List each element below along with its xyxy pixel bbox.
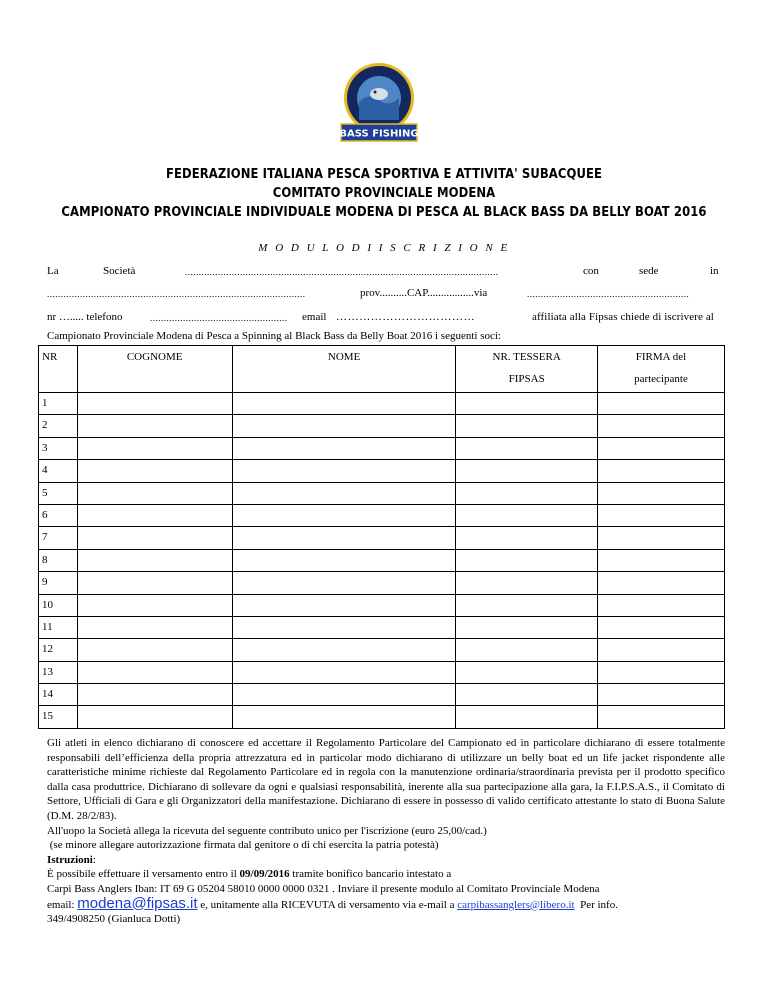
nome-cell[interactable] bbox=[232, 594, 456, 616]
table-row bbox=[39, 616, 725, 638]
firma-cell[interactable] bbox=[597, 437, 724, 459]
row-number-cell: 10 bbox=[39, 594, 78, 616]
nome-cell[interactable] bbox=[232, 706, 456, 728]
table-row bbox=[39, 482, 725, 504]
nome-cell[interactable] bbox=[232, 616, 456, 638]
row-number-cell: 8 bbox=[39, 549, 78, 571]
firma-cell[interactable] bbox=[597, 527, 724, 549]
tessera-cell[interactable] bbox=[456, 594, 597, 616]
con-label: con bbox=[583, 265, 599, 277]
nome-cell[interactable] bbox=[232, 639, 456, 661]
tessera-cell[interactable] bbox=[456, 482, 597, 504]
cognome-cell[interactable] bbox=[77, 393, 232, 415]
iban-line: Carpi Bass Anglers Iban: IT 69 G 05204 58010 0000 0000 0321 . Inviare il presente modulo al Comitato Provinciale Modena bbox=[47, 882, 600, 895]
row-number-cell: 2 bbox=[39, 415, 78, 437]
heading-federation: FEDERAZIONE ITALIANA PESCA SPORTIVA E ATTIVITA' SUBACQUEE bbox=[166, 166, 602, 182]
tessera-cell[interactable] bbox=[456, 706, 597, 728]
nome-cell[interactable] bbox=[232, 549, 456, 571]
contributo-line: All'uopo la Società allega la ricevuta del seguente contributo unico per l'iscrizione (euro 25,00/cad.) bbox=[47, 824, 487, 837]
tessera-cell[interactable] bbox=[456, 527, 597, 549]
nome-cell[interactable] bbox=[232, 460, 456, 482]
row-number-cell: 6 bbox=[39, 504, 78, 526]
cognome-cell[interactable] bbox=[77, 639, 232, 661]
tessera-cell[interactable] bbox=[456, 437, 597, 459]
table-row bbox=[39, 437, 725, 459]
header-nome: NOME bbox=[232, 346, 456, 393]
campionato-text: Campionato Provinciale Modena di Pesca a Spinning al Black Bass da Belly Boat 2016 i seguenti soci: bbox=[47, 330, 501, 342]
cognome-cell[interactable] bbox=[77, 549, 232, 571]
row-number-cell: 3 bbox=[39, 437, 78, 459]
firma-cell[interactable] bbox=[597, 594, 724, 616]
firma-cell[interactable] bbox=[597, 639, 724, 661]
table-row bbox=[39, 527, 725, 549]
nome-cell[interactable] bbox=[232, 661, 456, 683]
firma-cell[interactable] bbox=[597, 393, 724, 415]
societa-label: Società bbox=[103, 265, 136, 277]
header-tessera: NR. TESSERA FIPSAS bbox=[456, 346, 597, 393]
affiliata-text: affiliata alla Fipsas chiede di iscrivere al bbox=[532, 311, 714, 323]
tessera-cell[interactable] bbox=[456, 415, 597, 437]
nome-cell[interactable] bbox=[232, 393, 456, 415]
cognome-cell[interactable] bbox=[77, 572, 232, 594]
firma-cell[interactable] bbox=[597, 549, 724, 571]
row-number-cell: 11 bbox=[39, 616, 78, 638]
via-field[interactable]: ........................................................... bbox=[527, 289, 690, 299]
nome-cell[interactable] bbox=[232, 504, 456, 526]
header-cognome: COGNOME bbox=[77, 346, 232, 393]
telefono-field[interactable]: .................................................. bbox=[150, 313, 288, 323]
row-number-cell: 13 bbox=[39, 661, 78, 683]
firma-cell[interactable] bbox=[597, 706, 724, 728]
tessera-cell[interactable] bbox=[456, 639, 597, 661]
firma-cell[interactable] bbox=[597, 684, 724, 706]
firma-cell[interactable] bbox=[597, 661, 724, 683]
tessera-cell[interactable] bbox=[456, 504, 597, 526]
table-row bbox=[39, 549, 725, 571]
firma-cell[interactable] bbox=[597, 460, 724, 482]
email-line: email: modena@fipsas.it e, unitamente alla RICEVUTA di versamento via e-mail a carpibassanglers@libero.it Per info. bbox=[47, 894, 618, 912]
firma-cell[interactable] bbox=[597, 616, 724, 638]
table-row bbox=[39, 460, 725, 482]
email-carpi-link[interactable]: carpibassanglers@libero.it bbox=[457, 898, 575, 911]
heading-championship: CAMPIONATO PROVINCIALE INDIVIDUALE MODENA DI PESCA AL BLACK BASS DA BELLY BOAT 2016 bbox=[61, 204, 707, 220]
table-row bbox=[39, 415, 725, 437]
email-modena-link[interactable]: modena@fipsas.it bbox=[77, 894, 198, 912]
istruzioni-line: Istruzioni: bbox=[47, 853, 96, 866]
header-firma: FIRMA del partecipante bbox=[597, 346, 724, 393]
prov-cap-via-label: prov..........CAP.................via bbox=[360, 287, 488, 299]
table-row bbox=[39, 504, 725, 526]
cognome-cell[interactable] bbox=[77, 460, 232, 482]
heading-committee: COMITATO PROVINCIALE MODENA bbox=[272, 185, 496, 201]
fipsas-bass-fishing-logo bbox=[333, 62, 425, 144]
cognome-cell[interactable] bbox=[77, 415, 232, 437]
nome-cell[interactable] bbox=[232, 527, 456, 549]
table-row bbox=[39, 572, 725, 594]
societa-field[interactable]: .................................................................................................................. bbox=[185, 267, 499, 277]
notes-section bbox=[47, 736, 725, 927]
email-label: email bbox=[302, 311, 327, 323]
tessera-cell[interactable] bbox=[456, 572, 597, 594]
cognome-cell[interactable] bbox=[77, 437, 232, 459]
row-number-cell: 9 bbox=[39, 572, 78, 594]
cognome-cell[interactable] bbox=[77, 527, 232, 549]
row-number-cell: 15 bbox=[39, 706, 78, 728]
row-number-cell: 4 bbox=[39, 460, 78, 482]
row-number-cell: 1 bbox=[39, 393, 78, 415]
cognome-cell[interactable] bbox=[77, 706, 232, 728]
nome-cell[interactable] bbox=[232, 684, 456, 706]
svg-text:BASS FISHING: BASS FISHING bbox=[339, 128, 419, 140]
table-header-row bbox=[39, 346, 725, 393]
document-headings bbox=[0, 165, 768, 222]
phone-line: 349/4908250 (Gianluca Dotti) bbox=[47, 913, 181, 926]
tessera-cell[interactable] bbox=[456, 393, 597, 415]
firma-cell[interactable] bbox=[597, 482, 724, 504]
nr-telefono-label: nr …..... telefono bbox=[47, 311, 123, 323]
tessera-cell[interactable] bbox=[456, 684, 597, 706]
firma-cell[interactable] bbox=[597, 572, 724, 594]
la-label: La bbox=[47, 265, 59, 277]
cognome-cell[interactable] bbox=[77, 504, 232, 526]
cognome-cell[interactable] bbox=[77, 684, 232, 706]
row-number-cell: 12 bbox=[39, 639, 78, 661]
members-table bbox=[38, 345, 725, 729]
nome-cell[interactable] bbox=[232, 572, 456, 594]
firma-cell[interactable] bbox=[597, 415, 724, 437]
cognome-cell[interactable] bbox=[77, 594, 232, 616]
firma-cell[interactable] bbox=[597, 504, 724, 526]
nome-cell[interactable] bbox=[232, 437, 456, 459]
cognome-cell[interactable] bbox=[77, 482, 232, 504]
row-number-cell: 14 bbox=[39, 684, 78, 706]
tessera-cell[interactable] bbox=[456, 460, 597, 482]
table-row bbox=[39, 661, 725, 683]
form-subtitle: M O D U L O D I I S C R I Z I O N E bbox=[258, 242, 510, 254]
in-label: in bbox=[710, 265, 719, 277]
tessera-cell[interactable] bbox=[456, 616, 597, 638]
tessera-cell[interactable] bbox=[456, 661, 597, 683]
declaration-paragraph: Gli atleti in elenco dichiarano di conoscere ed accettare il Regolamento Particolare del Campionato ed in particolare dichiarano di essere totalmente responsabili dell’efficienza della propria attrezzatura ed in particolar modo dichiarano di utilizzare un belly boat ed un life jacket rispondente alle caratteristiche minime richieste dal Regolamento Particolare ed in regola con la manutenzione ordinaria/straordinaria prevista per il prodotto specifico dalla casa produttrice. Dichiarano di sollevare da ogni e qualsiasi responsabilità, inerente alla sua partecipazione alla gara, la F.I.P.S.A.S., il Comitato di Settore, Ufficiali di Gara e gli Organizzatori della manifestazione. Dichiarano di essere in possesso di valido certificato attestante lo stato di Buona Salute (D.M. 28/2/83). bbox=[47, 737, 725, 822]
versamento-line: È possibile effettuare il versamento entro il 09/09/2016 tramite bonifico bancario intestato a bbox=[47, 868, 452, 881]
minore-line: (se minore allegare autorizzazione firmata dal genitore o di chi esercita la patria potestà) bbox=[47, 839, 439, 852]
row-number-cell: 7 bbox=[39, 527, 78, 549]
email-field[interactable]: ……………………………… bbox=[336, 311, 476, 323]
tessera-cell[interactable] bbox=[456, 549, 597, 571]
table-row bbox=[39, 684, 725, 706]
table-row bbox=[39, 393, 725, 415]
cognome-cell[interactable] bbox=[77, 616, 232, 638]
table-row bbox=[39, 594, 725, 616]
nome-cell[interactable] bbox=[232, 482, 456, 504]
sede-field[interactable]: .............................................................................................. bbox=[47, 289, 306, 299]
sede-label: sede bbox=[639, 265, 659, 277]
nome-cell[interactable] bbox=[232, 415, 456, 437]
cognome-cell[interactable] bbox=[77, 661, 232, 683]
row-number-cell: 5 bbox=[39, 482, 78, 504]
header-nr: NR bbox=[39, 346, 78, 393]
table-row bbox=[39, 706, 725, 728]
table-row bbox=[39, 639, 725, 661]
